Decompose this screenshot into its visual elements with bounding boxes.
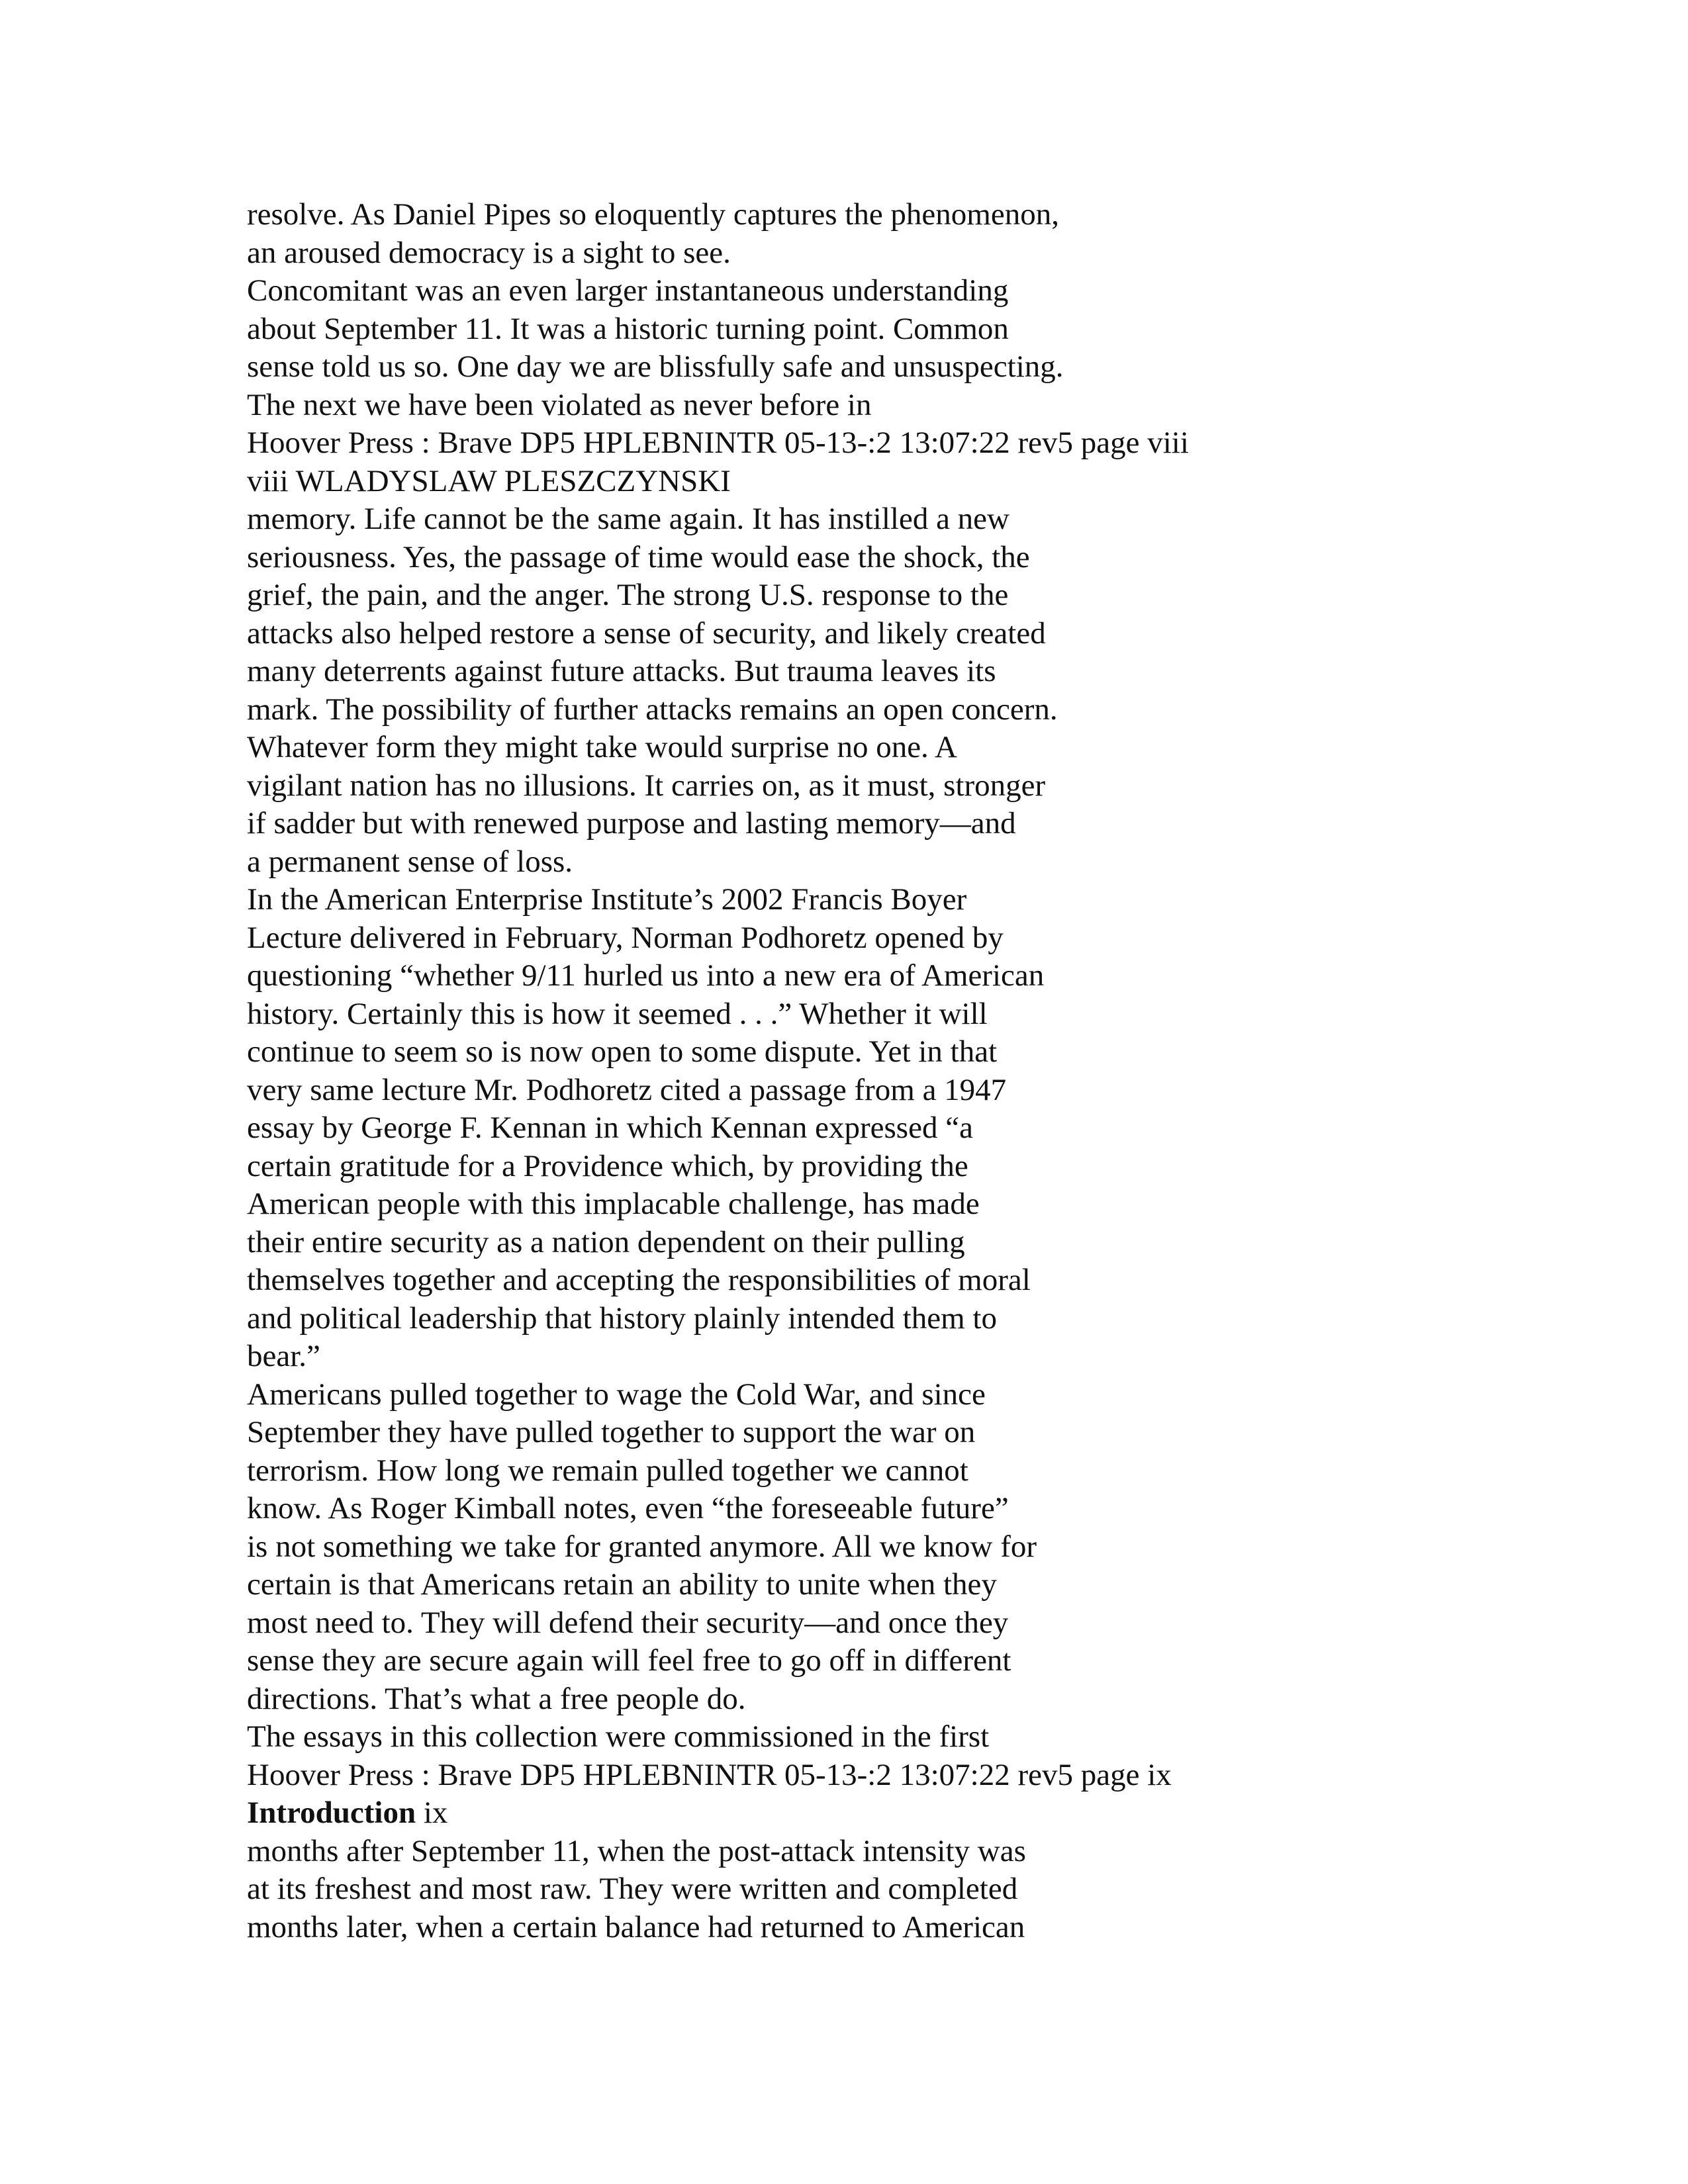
text-line: certain gratitude for a Providence which, by providing the	[247, 1148, 968, 1183]
text-line: Americans pulled together to wage the Cold War, and since	[247, 1377, 986, 1412]
text-line: most need to. They will defend their security—and once they	[247, 1605, 1009, 1640]
text-line: Concomitant was an even larger instantaneous understanding	[247, 273, 1009, 308]
text-line: months after September 11, when the post-attack intensity was	[247, 1833, 1026, 1868]
text-line: at its freshest and most raw. They were written and completed	[247, 1872, 1018, 1906]
text-line: Lecture delivered in February, Norman Podhoretz opened by	[247, 920, 1004, 955]
text-line: resolve. As Daniel Pipes so eloquently captures the phenomenon,	[247, 197, 1059, 232]
text-line: memory. Life cannot be the same again. It has instilled a new	[247, 502, 1009, 536]
running-header-page-number: ix	[423, 1796, 448, 1830]
text-line: grief, the pain, and the anger. The strong U.S. response to the	[247, 578, 1009, 612]
text-line: themselves together and accepting the responsibilities of moral	[247, 1263, 1031, 1297]
text-line: continue to seem so is now open to some dispute. Yet in that	[247, 1034, 998, 1069]
text-line: many deterrents against future attacks. But trauma leaves its	[247, 654, 996, 688]
text-line: American people with this implacable challenge, has made	[247, 1187, 980, 1221]
text-line: The essays in this collection were commissioned in the first	[247, 1719, 990, 1754]
text-line: Whatever form they might take would surprise no one. A	[247, 730, 957, 764]
text-line: sense they are secure again will feel free to go off in different	[247, 1643, 1011, 1678]
text-line: questioning “whether 9/11 hurled us into a new era of American	[247, 958, 1045, 993]
text-line: an aroused democracy is a sight to see.	[247, 235, 731, 270]
text-line: sense told us so. One day we are blissfully safe and unsuspecting.	[247, 349, 1064, 384]
text-line: a permanent sense of loss.	[247, 844, 573, 879]
running-header-title: Introduction	[247, 1796, 416, 1830]
text-line: essay by George F. Kennan in which Kennan expressed “a	[247, 1111, 973, 1145]
text-line: vigilant nation has no illusions. It carries on, as it must, stronger	[247, 768, 1046, 803]
text-line: history. Certainly this is how it seemed . . .” Whether it will	[247, 996, 988, 1031]
text-block-3	[247, 1833, 1571, 1947]
text-block-2	[247, 500, 1571, 1756]
text-line: terrorism. How long we remain pulled together we cannot	[247, 1453, 968, 1488]
text-line: In the American Enterprise Institute’s 2002 Francis Boyer	[247, 882, 967, 917]
text-line: September they have pulled together to support the war on	[247, 1415, 976, 1449]
running-footer: Hoover Press : Brave DP5 HPLEBNINTR 05-13-:2 13:07:22 rev5 page ix	[247, 1757, 1172, 1792]
text-line: directions. That’s what a free people do.	[247, 1681, 746, 1716]
text-line: mark. The possibility of further attacks remains an open concern.	[247, 692, 1058, 727]
text-line: if sadder but with renewed purpose and lasting memory—and	[247, 806, 1016, 841]
text-line: their entire security as a nation dependent on their pulling	[247, 1224, 965, 1259]
text-line: about September 11. It was a historic turning point. Common	[247, 311, 1009, 346]
running-footer: Hoover Press : Brave DP5 HPLEBNINTR 05-13-:2 13:07:22 rev5 page viii	[247, 426, 1189, 460]
text-line: attacks also helped restore a sense of security, and likely created	[247, 615, 1046, 651]
text-line: know. As Roger Kimball notes, even “the foreseeable future”	[247, 1491, 1009, 1525]
text-line: is not something we take for granted anymore. All we know for	[247, 1529, 1037, 1564]
text-line: months later, when a certain balance had returned to American	[247, 1909, 1025, 1944]
text-line: seriousness. Yes, the passage of time would ease the shock, the	[247, 539, 1030, 574]
running-header: viii WLADYSLAW PLESZCZYNSKI	[247, 463, 731, 498]
text-line: and political leadership that history plainly intended them to	[247, 1300, 997, 1336]
document-page	[247, 196, 1571, 1946]
text-line: very same lecture Mr. Podhoretz cited a passage from a 1947	[247, 1072, 1007, 1107]
text-line: certain is that Americans retain an ability to unite when they	[247, 1567, 997, 1602]
text-line: The next we have been violated as never before in	[247, 387, 872, 422]
running-header	[247, 1794, 1571, 1833]
text-block-1	[247, 196, 1571, 424]
text-line: bear.”	[247, 1339, 320, 1373]
